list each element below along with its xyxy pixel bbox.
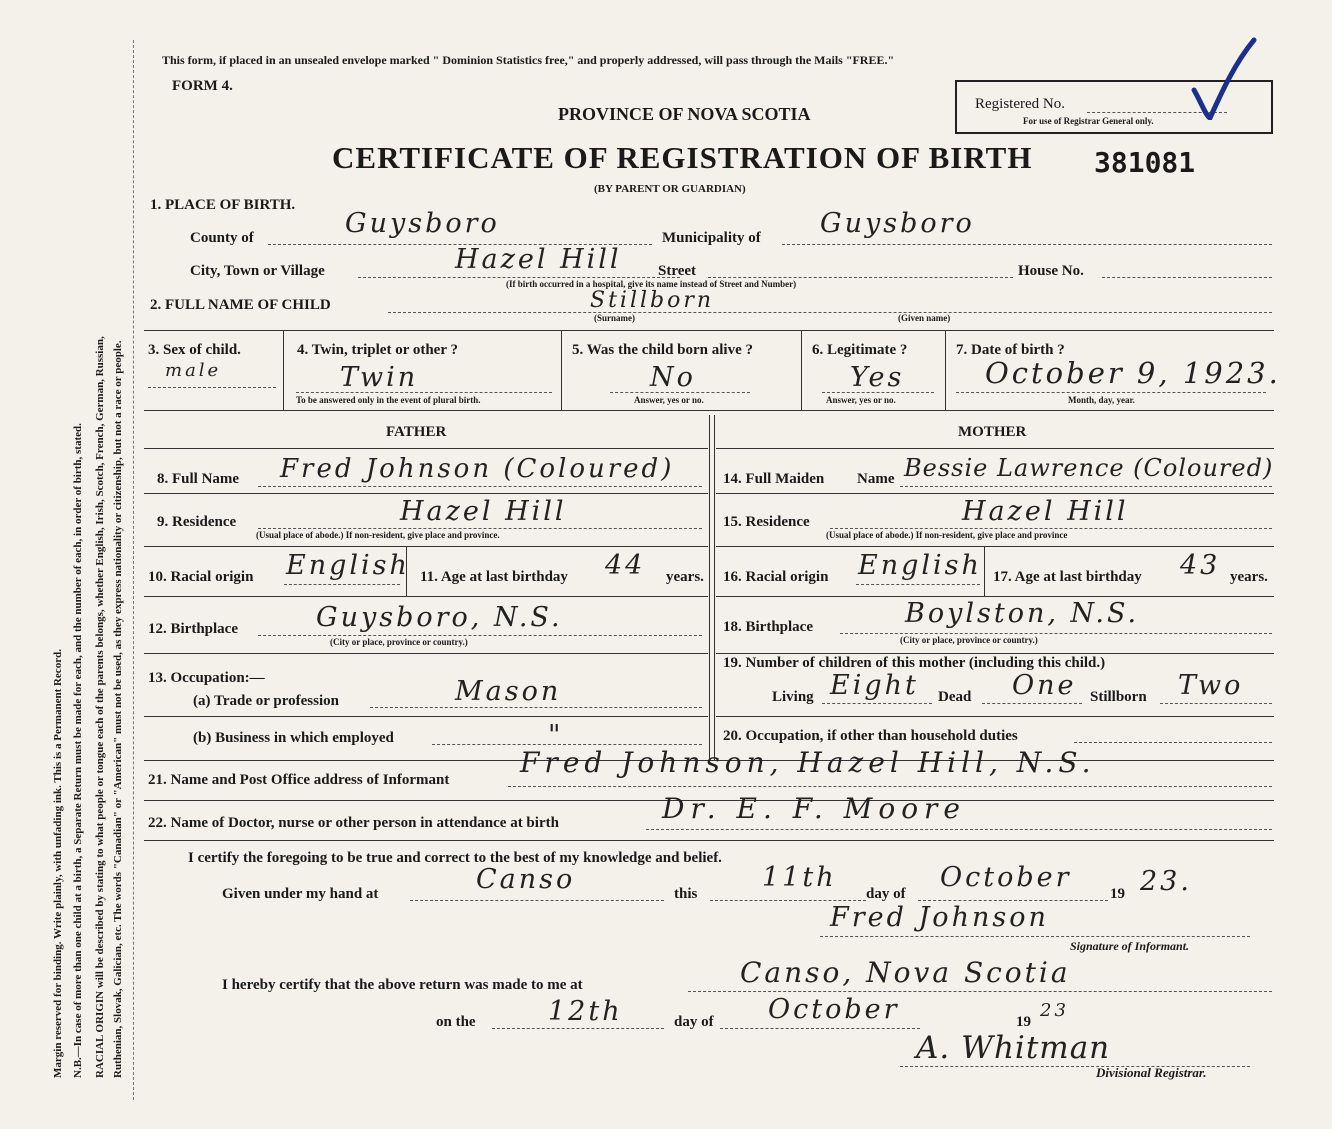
given-day-label: day of <box>866 886 906 902</box>
alive-value: No <box>650 362 696 393</box>
mother-age-value: 43 <box>1180 550 1221 581</box>
house-number-label: House No. <box>1018 263 1084 279</box>
mother-name-value: Bessie Lawrence (Coloured) <box>904 454 1274 482</box>
hospital-note: (If birth occurred in a hospital, give its name instead of Street and Number) <box>506 279 797 289</box>
father-age-value: 44 <box>605 550 646 581</box>
form-subtitle: (BY PARENT OR GUARDIAN) <box>594 183 746 195</box>
father-heading: FATHER <box>386 424 447 440</box>
informant-label: 21. Name and Post Office address of Informant <box>148 772 450 788</box>
father-residence-label: 9. Residence <box>157 514 237 530</box>
street-label: Street <box>658 263 697 279</box>
mother-age-label: 17. Age at last birthday <box>993 569 1142 585</box>
municipality-value: Guysboro <box>820 208 975 239</box>
mother-occupation-label: 20. Occupation, if other than household duties <box>723 728 1018 744</box>
father-birthplace-label: 12. Birthplace <box>148 621 238 637</box>
child-name-label: 2. FULL NAME OF CHILD <box>150 297 331 313</box>
given-day-value: 11th <box>762 862 837 893</box>
mother-residence-note: (Usual place of abode.) If non-resident, give place and province <box>826 530 1068 540</box>
certificate-number: 381081 <box>1094 146 1196 179</box>
mother-race-value: English <box>858 550 982 581</box>
father-name-value: Fred Johnson (Coloured) <box>280 454 675 484</box>
date-of-birth-label: 7. Date of birth ? <box>956 342 1065 358</box>
form-number: FORM 4. <box>172 78 233 94</box>
registrar-statement: I hereby certify that the above return was made to me at <box>222 977 583 993</box>
mother-residence-value: Hazel Hill <box>962 496 1129 527</box>
doctor-label: 22. Name of Doctor, nurse or other person in attendance at birth <box>148 815 559 831</box>
dead-label: Dead <box>938 689 972 705</box>
business-value: " <box>548 720 564 751</box>
binding-margin-line <box>133 40 134 1100</box>
certificate-title: CERTIFICATE OF REGISTRATION OF BIRTH <box>332 140 1033 175</box>
mother-birthplace-label: 18. Birthplace <box>723 619 813 635</box>
trade-label: (a) Trade or profession <box>193 693 339 709</box>
doctor-value: Dr. E. F. Moore <box>662 792 967 825</box>
municipality-label: Municipality of <box>662 230 761 246</box>
father-occupation-label: 13. Occupation:— <box>148 670 265 686</box>
this-label: this <box>674 886 698 902</box>
margin-note-4: Ruthenian, Slovak, Galician, etc. The words "Canadian" or "American" must not be used, as they express nationality or citizenship, but not a race or people. <box>112 340 124 1078</box>
father-birthplace-value: Guysboro, N.S. <box>316 602 563 633</box>
registration-place-value: Canso, Nova Scotia <box>740 956 1071 989</box>
registrar-signature-label: Divisional Registrar. <box>1096 1065 1207 1080</box>
given-name-note: (Given name) <box>898 313 951 323</box>
mother-years-label: years. <box>1230 569 1268 585</box>
given-year-value: 23. <box>1140 866 1192 897</box>
mail-notice: This form, if placed in an unsealed envelope marked " Dominion Statistics free," and properly addressed, will pass through the Mails "FREE." <box>162 53 895 67</box>
given-at-value: Canso <box>476 864 576 895</box>
informant-signature-label: Signature of Informant. <box>1070 939 1190 953</box>
county-label: County of <box>190 230 254 246</box>
legitimate-value: Yes <box>850 362 905 393</box>
father-residence-note: (Usual place of abode.) If non-resident, give place and province. <box>256 530 500 540</box>
on-the-label: on the <box>436 1014 476 1030</box>
check-mark-icon <box>1190 36 1260 120</box>
date-of-birth-note: Month, day, year. <box>1068 395 1135 405</box>
stillborn-label: Stillborn <box>1090 689 1147 705</box>
mother-birthplace-note: (City or place, province or country.) <box>900 635 1038 645</box>
registration-day-value: 12th <box>548 996 623 1027</box>
father-residence-value: Hazel Hill <box>400 496 567 527</box>
twin-value: Twin <box>340 362 419 393</box>
registration-year-value: 23 <box>1040 1000 1069 1021</box>
surname-note: (Surname) <box>594 313 635 323</box>
registration-month-value: October <box>768 994 900 1025</box>
mother-children-label: 19. Number of children of this mother (including this child.) <box>723 655 1106 671</box>
margin-note-2: N.B.—In case of more than one child at a birth, a Separate Return must be made for each, and the number of each, in order of birth, stated. <box>72 423 84 1078</box>
registration-year-prefix: 19 <box>1016 1014 1031 1030</box>
certify-statement: I certify the foregoing to be true and correct to the best of my knowledge and belief. <box>188 850 722 866</box>
alive-note: Answer, yes or no. <box>634 395 704 405</box>
living-label: Living <box>772 689 814 705</box>
dead-value: One <box>1012 670 1077 701</box>
county-value: Guysboro <box>345 208 500 239</box>
twin-note: To be answered only in the event of plural birth. <box>296 395 481 405</box>
city-label: City, Town or Village <box>190 263 325 279</box>
mother-birthplace-value: Boylston, N.S. <box>905 598 1140 629</box>
date-of-birth-value: October 9, 1923. <box>985 356 1281 390</box>
registration-day-label: day of <box>674 1014 714 1030</box>
city-value: Hazel Hill <box>455 244 622 275</box>
margin-note-1: Margin reserved for binding. Write plainly, with unfading ink. This is a Permanent Record. <box>52 649 64 1078</box>
legitimate-note: Answer, yes or no. <box>826 395 896 405</box>
mother-race-label: 16. Racial origin <box>723 569 829 585</box>
stillborn-value: Two <box>1178 670 1244 701</box>
father-race-value: English <box>286 550 410 581</box>
trade-value: Mason <box>455 676 562 707</box>
given-at-label: Given under my hand at <box>222 886 379 902</box>
place-section-label: 1. PLACE OF BIRTH. <box>150 197 296 213</box>
surname-value: Stillborn <box>590 288 715 313</box>
given-year-prefix: 19 <box>1110 886 1125 902</box>
mother-name-label-2: Name <box>857 471 895 487</box>
father-name-label: 8. Full Name <box>157 471 240 487</box>
mother-heading: MOTHER <box>958 424 1027 440</box>
mother-residence-label: 15. Residence <box>723 514 810 530</box>
father-years-label: years. <box>666 569 704 585</box>
province-heading: PROVINCE OF NOVA SCOTIA <box>558 104 811 124</box>
legitimate-label: 6. Legitimate ? <box>812 342 908 358</box>
registered-label: Registered No. <box>975 96 1065 112</box>
business-label: (b) Business in which employed <box>193 730 394 746</box>
alive-label: 5. Was the child born alive ? <box>572 342 753 358</box>
sex-value: male <box>165 360 222 381</box>
mother-name-label: 14. Full Maiden <box>723 471 825 487</box>
father-birthplace-note: (City or place, province or country.) <box>330 637 468 647</box>
father-race-label: 10. Racial origin <box>148 569 254 585</box>
registrar-signature: A. Whitman <box>916 1030 1111 1066</box>
informant-value: Fred Johnson, Hazel Hill, N.S. <box>520 746 1096 779</box>
informant-signature: Fred Johnson <box>830 902 1049 933</box>
sex-label: 3. Sex of child. <box>148 342 241 358</box>
living-value: Eight <box>830 670 919 701</box>
margin-note-3: RACIAL ORIGIN will be described by stating to what people or tongue each of the parents belongs, whether English, Irish, Scotch, French, German, Russian, <box>94 336 106 1078</box>
given-month-value: October <box>940 862 1072 893</box>
registrar-note: For use of Registrar General only. <box>1023 116 1154 126</box>
twin-label: 4. Twin, triplet or other ? <box>297 342 458 358</box>
father-age-label: 11. Age at last birthday <box>420 569 568 585</box>
